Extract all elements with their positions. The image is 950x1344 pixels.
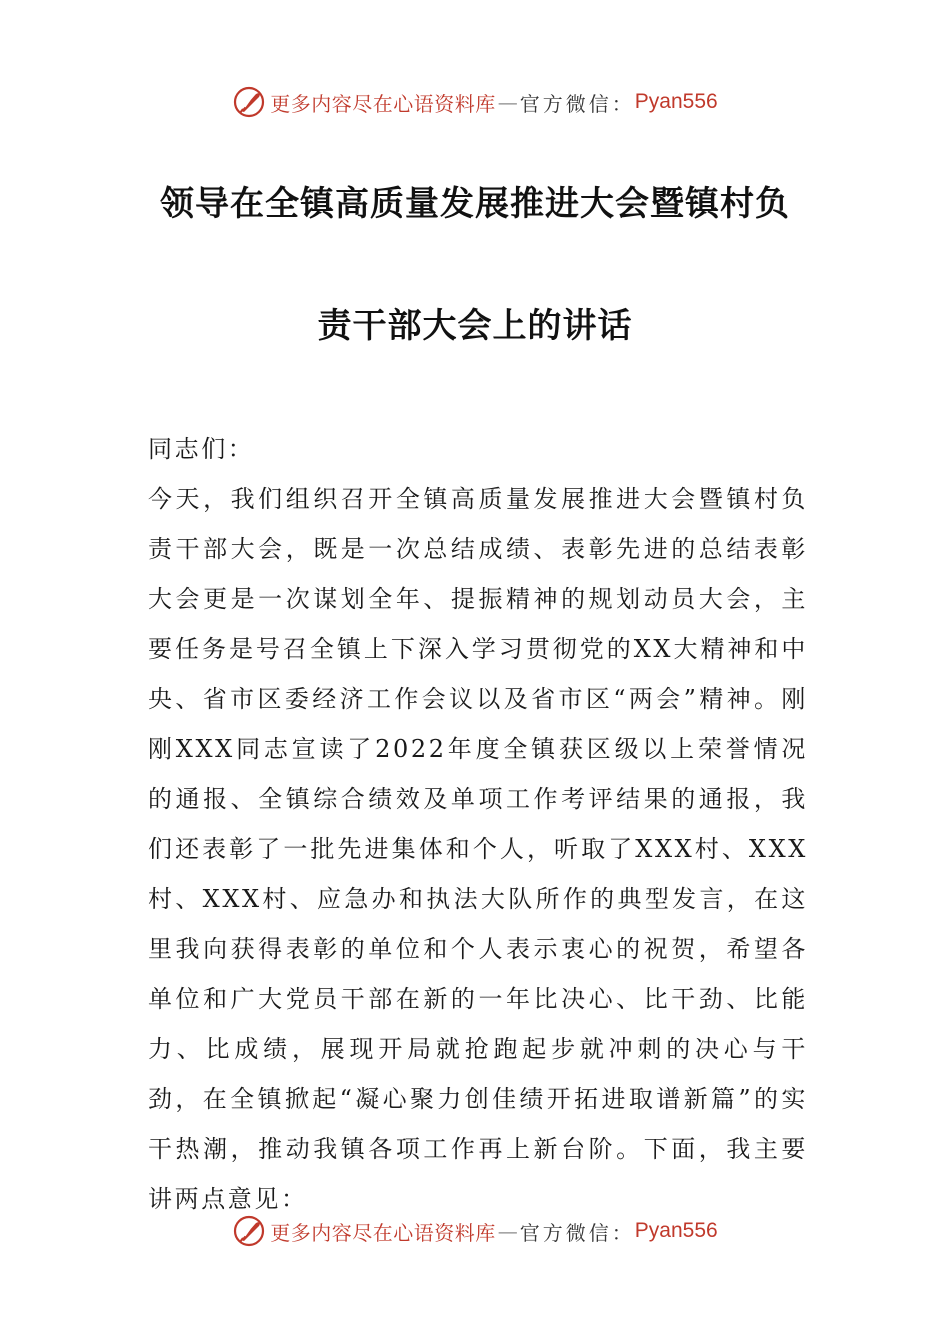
- watermark-brand-text: 更多内容尽在心语资料库: [270, 1220, 496, 1245]
- watermark-separator: —: [497, 90, 518, 114]
- watermark-separator: —: [497, 1219, 518, 1243]
- watermark-wechat-id: Pyan556: [634, 90, 718, 113]
- document-title-line-1: 领导在全镇高质量发展推进大会暨镇村负: [160, 184, 790, 224]
- greeting: 同志们：: [148, 435, 255, 463]
- watermark-wechat-label: 官方微信：: [519, 1220, 635, 1245]
- quill-pen-logo-icon: [232, 85, 266, 119]
- document-title-line-2: 责干部大会上的讲话: [317, 306, 633, 346]
- watermark-banner-bottom: [0, 1211, 950, 1251]
- watermark-banner-top: [0, 82, 950, 122]
- quill-pen-logo-icon: [232, 1214, 266, 1248]
- body-paragraph: 今天，我们组织召开全镇高质量发展推进大会暨镇村负责干部大会，既是一次总结成绩、表彰先进的总结表彰大会更是一次谋划全年、提振精神的规划动员大会，主要任务是号召全镇上下深入学习贯彻党的XX大精神和中央、省市区委经济工作会议以及省市区“两会”精神。刚刚XXX同志宣读了2022年度全镇获区级以上荣誉情况的通报、全镇综合绩效及单项工作考评结果的通报，我们还表彰了一批先进集体和个人，听取了XXX村、XXX村、XXX村、应急办和执法大队所作的典型发言，在这里我向获得表彰的单位和个人表示衷心的祝贺，希望各单位和广大党员干部在新的一年比决心、比干劲、比能力、比成绩，展现开局就抢跑起步就冲刺的决心与干劲，在全镇掀起“凝心聚力创佳绩开拓进取谱新篇”的实干热潮，推动我镇各项工作再上新台阶。下面，我主要讲两点意见：: [148, 485, 808, 1213]
- watermark-wechat-label: 官方微信：: [519, 91, 635, 116]
- watermark-brand-text: 更多内容尽在心语资料库: [270, 91, 496, 116]
- watermark-wechat-id: Pyan556: [634, 1219, 718, 1242]
